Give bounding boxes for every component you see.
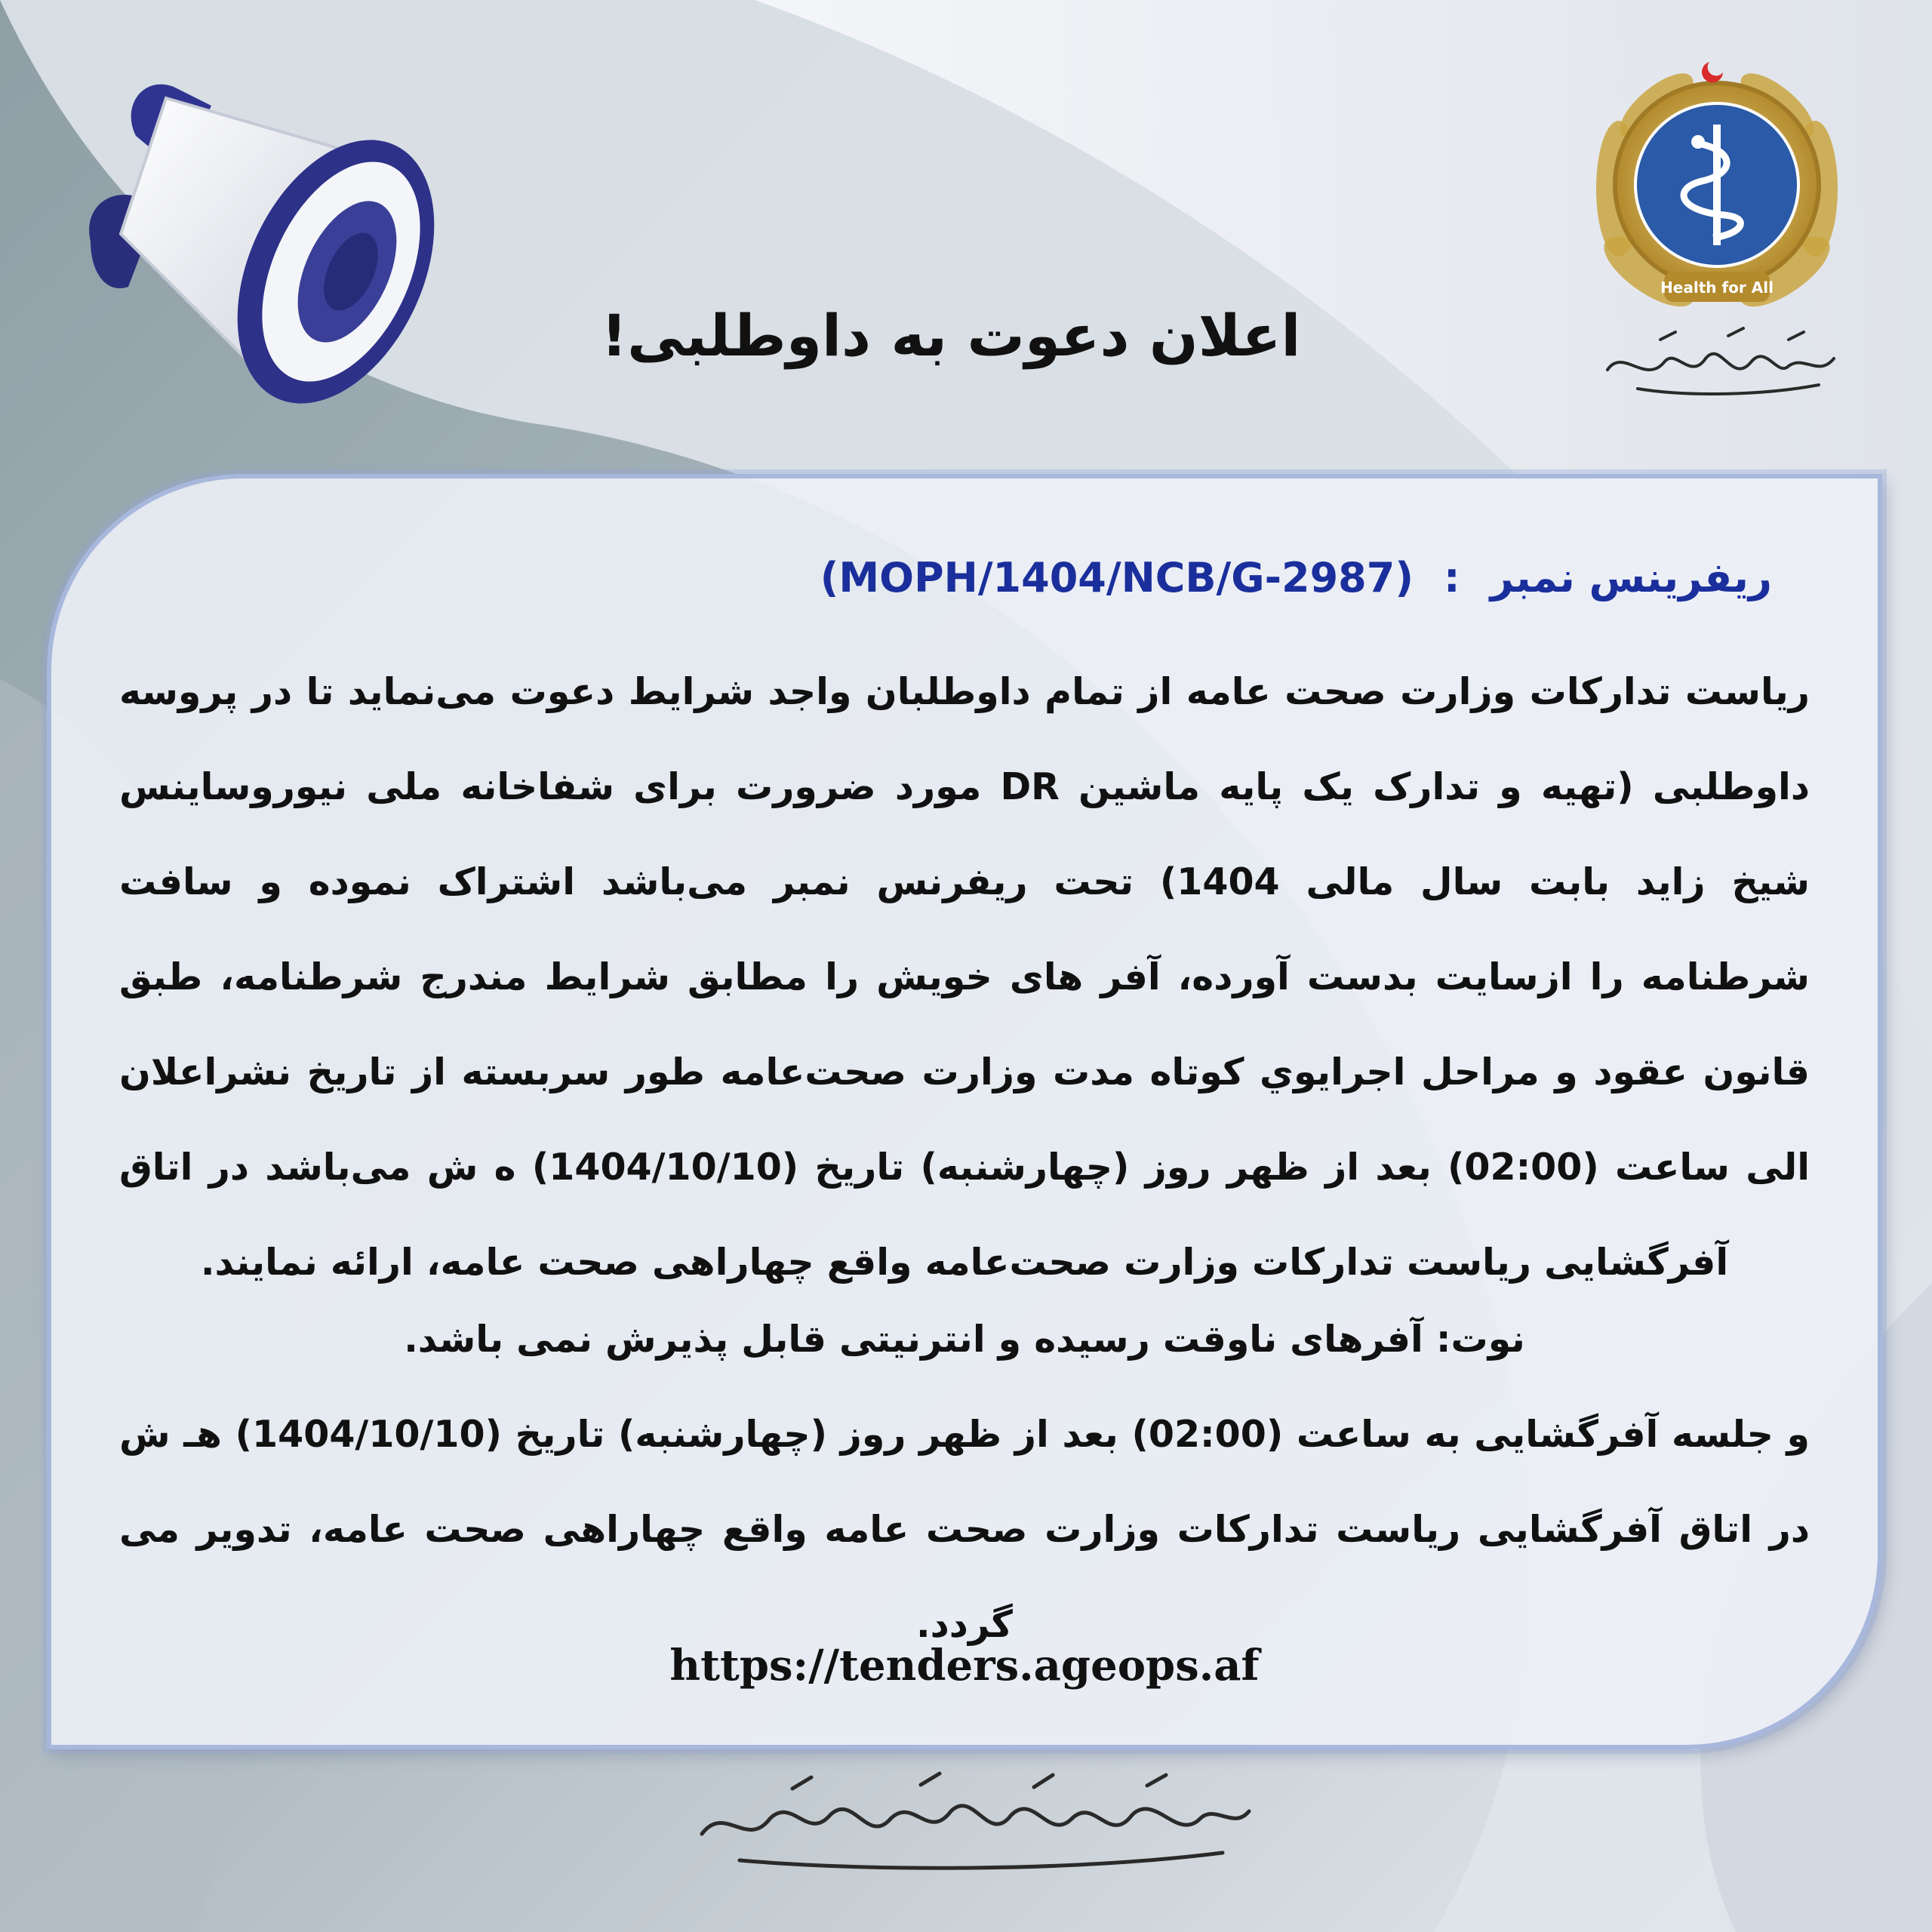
page-title: اعلان دعوت به داوطلبی! (601, 302, 1301, 369)
note-paragraph: نوت: آفرهای ناوقت رسیده و انترنیتی قابل پذیرش نمی باشد. (404, 1318, 1525, 1361)
announcement-panel (47, 474, 1882, 1749)
website-url[interactable]: https://tenders.ageops.af (669, 1641, 1260, 1690)
session-paragraph: و جلسه آفرگشایی به ساعت (02:00) بعد از ظهر روز (چهارشنبه) تاریخ (1404/10/10) هـ ش در اتاق آفرگشایی ریاست تدارکات وزارت صحت عامه واقع چهاراهی صحت عامه، تدویر می گردد. (119, 1413, 1810, 1646)
ministry-calligraphy-logo (1592, 317, 1849, 408)
reference-separator: : (1444, 554, 1460, 601)
reference-label: ریفرینس نمبر (1490, 554, 1772, 601)
megaphone-icon (75, 45, 483, 408)
main-paragraph: ریاست تدارکات وزارت صحت عامه از تمام داوطلبان واجد شرایط دعوت می‌نماید تا در پروسه داوطلبی (تهیه و تدارک یک پایه ماشین DR مورد ضرورت برای شفاخانه ملی نیوروساینس شیخ زاید بابت سال مالی 1404) تحت ریفرنس نمبر می‌باشد اشتراک نموده و سافت شرطنامه را ازسایت بدست آورده، آفر های خویش را مطابق شرایط مندرج شرطنامه، طبق قانون عقود و مراحل اجرایوي کوتاه مدت وزارت صحت‌عامه طور سربسته از تاریخ نشراعلان الی ساعت (02:00) بعد از ظهر روز (چهارشنبه) تاریخ (1404/10/10) ه ش می‌باشد در اتاق آفرگشایی ریاست تدارکات وزارت صحت‌عامه واقع چهاراهی صحت عامه، ارائه نمایند. (119, 670, 1810, 1284)
ministry-emblem (1574, 45, 1860, 332)
footer-calligraphy-logo (679, 1758, 1268, 1879)
emblem-motto: Health for All (1660, 278, 1774, 297)
reference-number: (MOPH/1404/NCB/G-2987) (820, 554, 1414, 601)
reference-line (820, 554, 1772, 601)
